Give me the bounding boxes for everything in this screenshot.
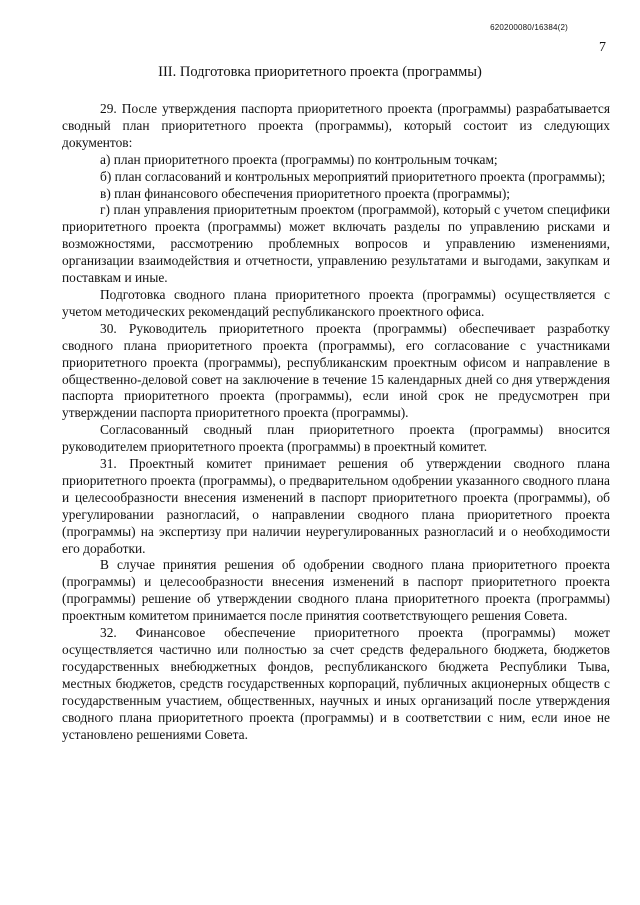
page-number: 7 bbox=[599, 40, 606, 55]
paragraph-30: 30. Руководитель приоритетного проекта (программы) обеспечивает разработку сводного плана приоритетного проекта (программы), его согласование с участниками приоритетного проекта (программы), республиканским проектным офисом и направление в общественно-деловой совет на заключение в течение 15 календарных дней со дня утверждения паспорта приоритетного проекта (программы), если иной срок не предусмотрен при утверждении паспорта приоритетного проекта (программы). bbox=[62, 320, 610, 421]
paragraph-approval-case: В случае принятия решения об одобрении сводного плана приоритетного проекта (программы) и целесообразности внесения изменений в паспорт приоритетного проекта (программы) решение об утверждении сводного плана приоритетного проекта (программы) проектным комитетом принимается после принятия соответствующего решения Совета. bbox=[62, 557, 610, 624]
section-title: III. Подготовка приоритетного проекта (программы) bbox=[158, 64, 482, 80]
paragraph-32: 32. Финансовое обеспечение приоритетного проекта (программы) может осуществляется частично или полностью за счет средств федерального бюджета, бюджетов государственных внебюджетных фондов, республиканского бюджета Республики Тыва, местных бюджетов, средств государственных корпораций, публичных акционерных обществ с государственным участием, общественных, научных и иных организаций после утверждения сводного плана приоритетного проекта (программы) и в соответствии с ним, если иное не установлено решениями Совета. bbox=[62, 625, 610, 742]
paragraph-31: 31. Проектный комитет принимает решения об утверждении сводного плана приоритетного проекта (программы), о предварительном одобрении указанного сводного плана и целесообразности внесения изменений в паспорт приоритетного проекта (программы), об урегулировании разногласий, о направлении сводного плана приоритетного проекта (программы) на экспертизу при наличии неурегулированных разногласий и о необходимости его доработки. bbox=[62, 456, 610, 556]
list-item-d: г) план управления приоритетным проектом (программой), который с учетом специфики приоритетного проекта (программы) может включать разделы по управлению рисками и возможностями, рассмотрению проблемных вопросов и управлению изменениями, организации взаимодействия и отчетности, управлению результатами и выгодами, закупкам и поставкам и иные. bbox=[62, 202, 610, 286]
paragraph-29: 29. После утверждения паспорта приоритетного проекта (программы) разрабатывается сводный план приоритетного проекта (программы), который состоит из следующих документов: bbox=[62, 101, 610, 150]
paragraph-preparation: Подготовка сводного плана приоритетного проекта (программы) осуществляется с учетом методических рекомендаций республиканского проектного офиса. bbox=[62, 286, 610, 319]
document-body bbox=[62, 101, 610, 743]
list-item-c: в) план финансового обеспечения приоритетного проекта (программы); bbox=[100, 185, 511, 201]
list-item-a: а) план приоритетного проекта (программы) по контрольным точкам; bbox=[100, 151, 498, 167]
document-id: 620200080/16384(2) bbox=[490, 23, 568, 32]
list-item-b: б) план согласований и контрольных мероприятий приоритетного проекта (программы); bbox=[100, 168, 606, 184]
paragraph-agreed-plan: Согласованный сводный план приоритетного проекта (программы) вносится руководителем приоритетного проекта (программы) в проектный комитет. bbox=[62, 422, 610, 455]
